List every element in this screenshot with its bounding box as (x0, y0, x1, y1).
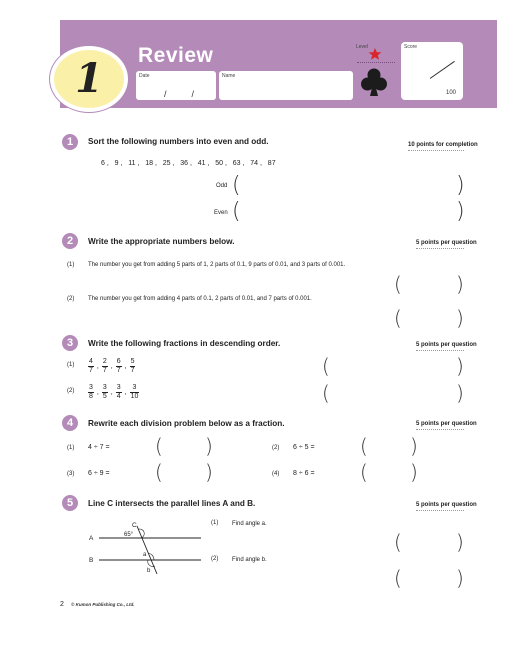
publisher-credit: © Kumon Publishing Co., Ltd. (71, 602, 135, 607)
q4-item-4-label: (4) (272, 471, 280, 477)
fraction: $\frac{3}{5}$ (102, 384, 107, 401)
q4-3-close-paren: ) (205, 460, 213, 484)
question-5-number: 5 (62, 495, 78, 511)
q3-2-answer[interactable] (334, 384, 454, 402)
q4-1-open-paren: ( (155, 434, 163, 458)
even-label: Even (214, 210, 228, 216)
fraction: $\frac{2}{7}$ (102, 358, 107, 375)
name-label: Name (222, 73, 236, 79)
question-2-points: 5 points per question (416, 240, 477, 246)
points-underline (416, 510, 464, 511)
q4-2-answer[interactable] (371, 438, 409, 456)
even-close-paren: ) (456, 199, 465, 224)
q4-item-1-expr: 4 ÷ 7 = (88, 444, 110, 451)
q5-2-answer[interactable] (406, 570, 454, 588)
number-list: 6 , 9 , 11 , 18 , 25 , 36 , 41 , 50 , 63 , 74 , 87 (101, 160, 276, 167)
question-5-points: 5 points per question (416, 502, 477, 508)
q4-4-open-paren: ( (360, 460, 368, 484)
parallel-lines-diagram (85, 518, 205, 580)
even-open-paren: ( (232, 199, 241, 224)
q5-1-close-paren: ) (456, 530, 464, 554)
question-1-instruction: Sort the following numbers into even and odd. (88, 137, 269, 146)
label-b: B (89, 557, 94, 564)
level-dots (357, 62, 395, 63)
odd-open-paren: ( (232, 173, 241, 198)
q2-item-1-label: (1) (67, 262, 75, 268)
question-3-instruction: Write the following fractions in descending order. (88, 339, 281, 348)
club-icon (360, 66, 388, 100)
q2-1-open-paren: ( (394, 272, 402, 296)
q2-2-close-paren: ) (456, 306, 464, 330)
q4-item-4-expr: 8 ÷ 6 = (293, 470, 315, 477)
odd-answer[interactable] (246, 177, 451, 197)
angle-a-label: a (143, 552, 147, 558)
question-4-number: 4 (62, 415, 78, 431)
question-5-instruction: Line C intersects the parallel lines A and B. (88, 499, 256, 508)
odd-label: Odd (216, 183, 228, 189)
q3-item-2-fractions: $\frac{3}{8}$ , $\frac{3}{5}$ , $\frac{3}{4}$ , $\frac{3}{10}$ (89, 384, 139, 401)
q2-1-answer[interactable] (406, 276, 454, 294)
q3-2-open-paren: ( (322, 381, 330, 405)
label-c: C (132, 522, 137, 529)
page-number: 2 (60, 601, 64, 608)
even-answer[interactable] (246, 203, 451, 223)
q4-4-answer[interactable] (371, 464, 409, 482)
angle-b-label: b (147, 568, 151, 574)
q4-item-1-label: (1) (67, 445, 75, 451)
question-4-points: 5 points per question (416, 421, 477, 427)
question-1-points: 10 points for completion (408, 142, 478, 148)
q3-item-1-fractions: $\frac{4}{7}$ , $\frac{2}{7}$ , $\frac{6}{7}$ , $\frac{5}{7}$ (89, 358, 135, 375)
points-underline (416, 248, 464, 249)
q3-item-1-label: (1) (67, 362, 75, 368)
q4-1-answer[interactable] (166, 438, 204, 456)
q4-1-close-paren: ) (205, 434, 213, 458)
question-2-number: 2 (62, 233, 78, 249)
q4-3-answer[interactable] (166, 464, 204, 482)
q2-2-open-paren: ( (394, 306, 402, 330)
q2-item-2-text: The number you get from adding 4 parts of 0.1, 2 parts of 0.01, and 7 parts of 0.001. (88, 296, 312, 302)
date-slashes: / / (164, 89, 195, 99)
question-4-instruction: Rewrite each division problem below as a fraction. (88, 419, 285, 428)
line-c (137, 526, 157, 574)
fraction: $\frac{6}{7}$ (116, 358, 121, 375)
q4-item-2-label: (2) (272, 445, 280, 451)
points-underline (416, 429, 464, 430)
q5-2-close-paren: ) (456, 566, 464, 590)
fraction: $\frac{3}{8}$ (89, 384, 93, 401)
q2-item-2-label: (2) (67, 296, 75, 302)
q5-item-2-text: Find angle b. (232, 557, 267, 563)
q4-item-3-expr: 6 ÷ 9 = (88, 470, 110, 477)
date-label: Date (139, 73, 150, 79)
page-title: Review (138, 44, 214, 67)
points-underline (416, 350, 464, 351)
fraction: $\frac{5}{7}$ (130, 358, 135, 375)
q5-item-1-label: (1) (211, 520, 219, 526)
q2-2-answer[interactable] (406, 310, 454, 328)
q4-item-3-label: (3) (67, 471, 75, 477)
q4-2-close-paren: ) (410, 434, 418, 458)
level-label: Level (356, 44, 368, 50)
q4-2-open-paren: ( (360, 434, 368, 458)
score-max: 100 (446, 90, 457, 96)
q5-1-answer[interactable] (406, 534, 454, 552)
q2-1-close-paren: ) (456, 272, 464, 296)
fraction: $\frac{4}{7}$ (89, 358, 93, 375)
score-label: Score (404, 44, 418, 50)
star-icon (368, 48, 382, 60)
q5-item-2-label: (2) (211, 556, 219, 562)
q3-1-close-paren: ) (456, 354, 464, 378)
q5-1-open-paren: ( (394, 530, 402, 554)
points-underline (408, 150, 464, 151)
odd-close-paren: ) (456, 173, 465, 198)
q3-1-open-paren: ( (322, 354, 330, 378)
fraction: $\frac{3}{10}$ (130, 384, 139, 401)
q3-1-answer[interactable] (334, 357, 454, 375)
fraction: $\frac{3}{4}$ (116, 384, 121, 401)
q2-item-1-text: The number you get from adding 5 parts of 1, 2 parts of 0.1, 9 parts of 0.01, and 3 parts of 0.001. (88, 262, 346, 268)
label-a: A (89, 535, 94, 542)
q5-2-open-paren: ( (394, 566, 402, 590)
question-1-number: 1 (62, 134, 78, 150)
angle-65-label: 65° (124, 532, 134, 538)
question-3-points: 5 points per question (416, 342, 477, 348)
q4-item-2-expr: 6 ÷ 5 = (293, 444, 315, 451)
unit-number: 1 (75, 55, 103, 102)
q4-4-close-paren: ) (410, 460, 418, 484)
question-2-instruction: Write the appropriate numbers below. (88, 237, 235, 246)
q3-item-2-label: (2) (67, 388, 75, 394)
q3-2-close-paren: ) (456, 381, 464, 405)
question-3-number: 3 (62, 335, 78, 351)
q4-3-open-paren: ( (155, 460, 163, 484)
name-field[interactable] (219, 71, 353, 100)
q5-item-1-text: Find angle a. (232, 521, 267, 527)
